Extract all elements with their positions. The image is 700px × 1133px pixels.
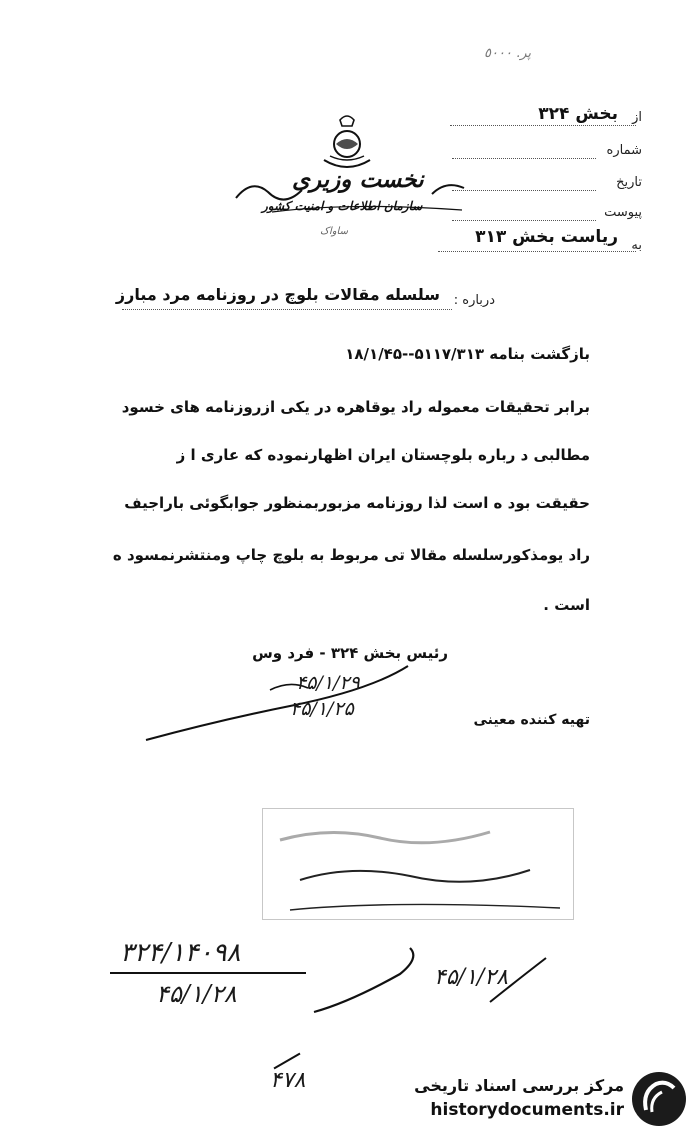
from-label: از (632, 110, 642, 125)
body-line-2: مطالبی د رباره بلوچستان ایران اظهارنموده که عاری ا ز (176, 446, 590, 464)
body-line-1: برابر تحقیقات معموله راد یوقاهره در یکی ازروزنامه های خسود (121, 398, 590, 416)
corner-mark: پر. ٥٠٠٠ (484, 46, 531, 61)
handwritten-number-3: ۴۵/۱/۲۸ (434, 965, 508, 990)
watermark-url: historydocuments.ir (430, 1100, 624, 1120)
underline (110, 972, 306, 974)
lion-and-sun-emblem-icon (318, 112, 376, 174)
handwritten-number-4: ۴۷۸ (270, 1068, 306, 1093)
date-label: تاریخ (616, 175, 642, 190)
body-line-3: حقیقت بود ه است لذا روزنامه مزبوربمنظور جوابگوئی باراجیف (124, 494, 590, 512)
from-value: بخش ۳۲۴ (538, 104, 618, 124)
number-label: شماره (606, 143, 642, 158)
to-value: ریاست بخش ۳۱۳ (475, 227, 618, 247)
watermark-logo (632, 1072, 686, 1126)
watermark-title: مرکز بررسی اسناد تاریخی (414, 1076, 624, 1095)
letterhead-flourish-icon (232, 168, 472, 222)
letterhead-small-mark: ساواک (320, 226, 348, 237)
attachment-label: پیوست (604, 205, 642, 220)
body-line-4: راد یومذکورسلسله مقالا تی مربوط به بلوچ چاپ ومنتشرنمسود ه (112, 546, 590, 564)
fraction-bar (274, 1053, 301, 1070)
large-scribble-signature-icon (310, 938, 550, 1018)
reference-line: بازگشت بنامه ۵۱۱۷/۳۱۳--۱۸/۱/۴۵ (345, 345, 590, 363)
letterhead-title: نخست وزیری (292, 166, 424, 193)
handwritten-number-2: ۴۵/۱/۲۸ (156, 980, 237, 1008)
signature-line: رئیس بخش ۳۲۴ - فرد وس (252, 644, 448, 662)
handwritten-date-1: ۴۵/۱/۲۹ (296, 672, 360, 694)
watermark-logo-icon (632, 1072, 686, 1126)
handwritten-date-2: ۴۵/۱/۲۵ (290, 698, 354, 720)
letterhead-subtitle: سازمان اطلاعات و امنیت کشور (262, 199, 423, 213)
subject-label: درباره : (453, 293, 495, 308)
handwritten-notes-icon (270, 820, 570, 920)
to-label: به (631, 238, 642, 253)
handwritten-number-1: ۳۲۴/۱۴۰۹۸ (120, 938, 241, 968)
body-line-5: است . (543, 596, 590, 614)
prepared-by: تهیه کننده معینی (473, 712, 590, 728)
subject-value: سلسله مقالات بلوچ در روزنامه مرد مبارز (115, 285, 440, 304)
